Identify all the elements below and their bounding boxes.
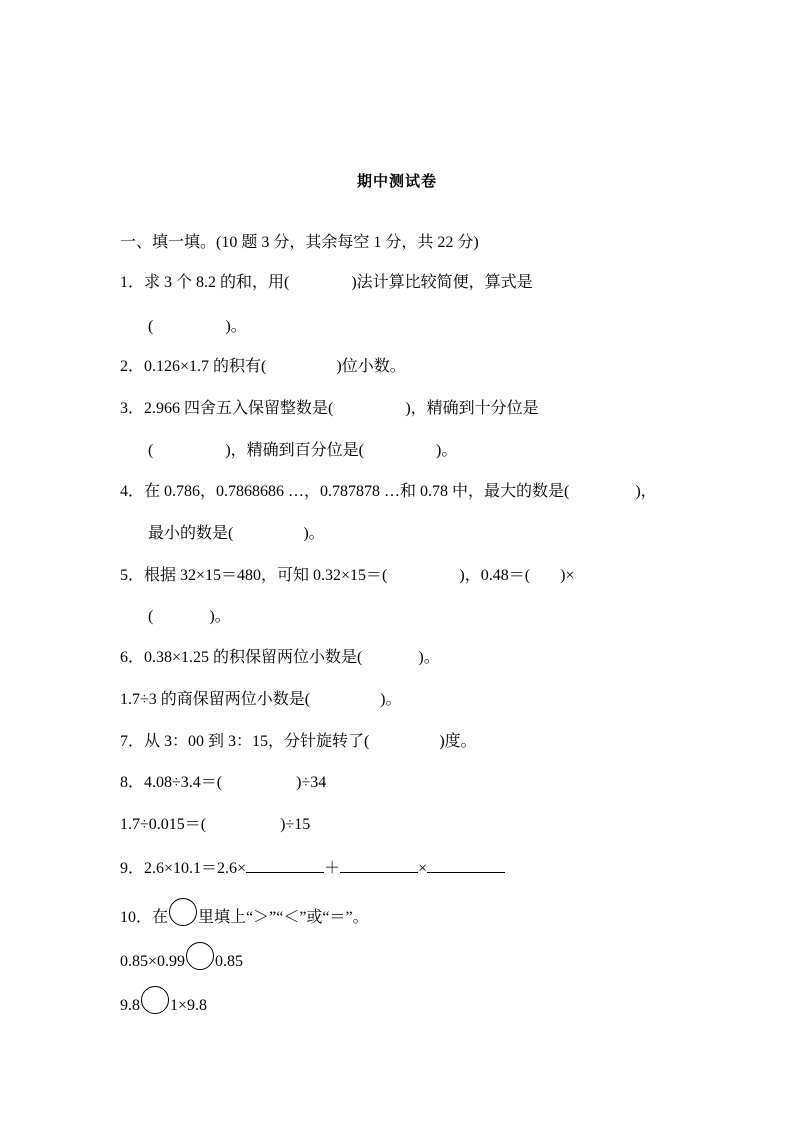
question-5: 5．根据 32×15＝480，可知 0.32×15＝( )，0.48＝( )× xyxy=(120,567,575,584)
section-heading: 一、填一填。(10 题 3 分，其余每空 1 分，共 22 分) xyxy=(120,234,479,251)
circle-icon xyxy=(169,898,197,926)
question-7: 7．从 3：00 到 3：15，分针旋转了( )度。 xyxy=(120,733,477,750)
question-1-cont: ( )。 xyxy=(148,318,247,335)
compare-circle[interactable] xyxy=(186,942,214,970)
answer-underline[interactable] xyxy=(246,856,324,873)
question-6b: 1.7÷3 的商保留两位小数是( )。 xyxy=(120,691,402,708)
question-9: 9．2.6×10.1＝2.6× ＋ × xyxy=(120,856,505,880)
question-6: 6．0.38×1.25 的积保留两位小数是( )。 xyxy=(120,649,440,666)
question-10a: 0.85×0.99 0.85 xyxy=(120,942,243,973)
page-title: 期中测试卷 xyxy=(356,174,437,190)
question-3-cont: ( )，精确到百分位是( )。 xyxy=(148,442,458,459)
question-4: 4．在 0.786，0.7868686 …，0.787878 …和 0.78 中，最大的数是( )， xyxy=(120,483,657,500)
question-3: 3．2.966 四舍五入保留整数是( )，精确到十分位是 xyxy=(120,400,539,417)
question-4-cont: 最小的数是( )。 xyxy=(148,525,325,542)
answer-underline[interactable] xyxy=(340,856,418,873)
compare-circle[interactable] xyxy=(141,986,169,1014)
question-10: 10．在 里填上“＞”“＜”或“＝”。 xyxy=(120,898,369,929)
question-5-cont: ( )。 xyxy=(148,608,231,625)
question-8b: 1.7÷0.015＝( )÷15 xyxy=(120,816,311,833)
question-1: 1．求 3 个 8.2 的和，用( )法计算比较简便，算式是 xyxy=(120,274,533,291)
question-10b: 9.8 1×9.8 xyxy=(120,986,207,1017)
question-8: 8．4.08÷3.4＝( )÷34 xyxy=(120,774,327,791)
question-2: 2．0.126×1.7 的积有( )位小数。 xyxy=(120,358,406,375)
answer-underline[interactable] xyxy=(427,856,505,873)
